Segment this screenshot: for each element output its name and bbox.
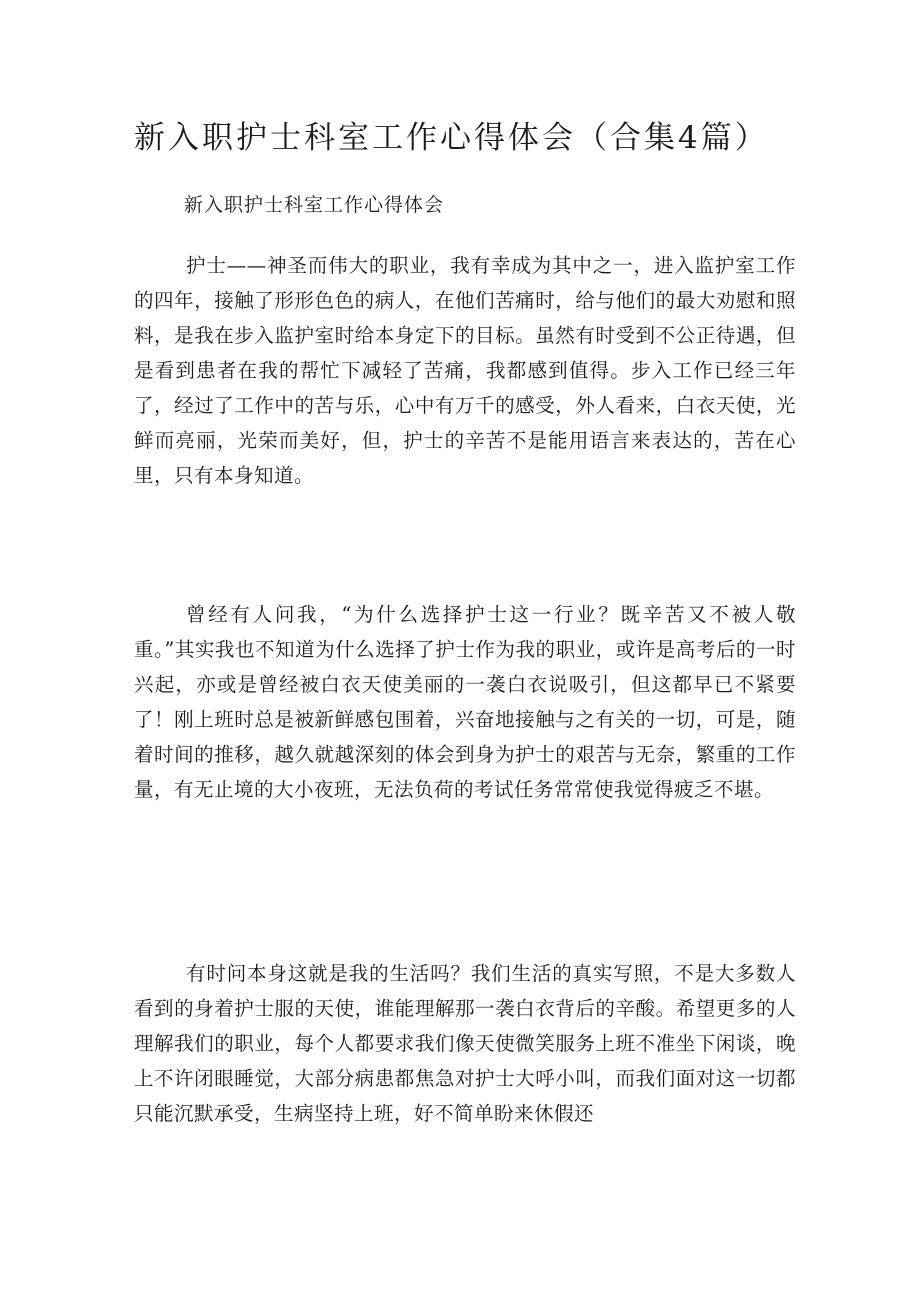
paragraph-2: 曾经有人问我，“为什么选择护士这一行业？既辛苦又不被人敬重。”其实我也不知道为什么选择了护士作为我的职业，或许是高考后的一时兴起，亦或是曾经被白衣天使美丽的一袭白衣说吸引，但这都早已不紧要了！刚上班时总是被新鲜感包围着，兴奋地接触与之有关的一切，可是，随着时间的推移，越久就越深刻的体会到身为护士的艰苦与无奈，繁重的工作量，有无止境的大小夜班，无法负荷的考试任务常常使我觉得疲乏不堪。: [134, 603, 796, 801]
paragraph-3: 有时问本身这就是我的生活吗？我们生活的真实写照，不是大多数人看到的身着护士服的天使，谁能理解那一袭白衣背后的辛酸。希望更多的人理解我们的职业，每个人都要求我们像天使微笑服务上班不准坐下闲谈，晚上不许闭眼睡觉，大部分病患都焦急对护士大呼小叫，而我们面对这一切都只能沉默承受，生病坚持上班，好不简单盼来休假还: [134, 962, 796, 1125]
paragraph-1: 护士——神圣而伟大的职业，我有幸成为其中之一，进入监护室工作的四年，接触了形形色色的病人，在他们苦痛时，给与他们的最大劝慰和照料，是我在步入监护室时给本身定下的目标。虽然有时受到不公正待遇，但是看到患者在我的帮忙下减轻了苦痛，我都感到值得。步入工作已经三年了，经过了工作中的苦与乐，心中有万千的感受，外人看来，白衣天使，光鲜而亮丽，光荣而美好，但，护士的辛苦不是能用语言来表达的，苦在心里，只有本身知道。: [134, 254, 796, 487]
document-subtitle: 新入职护士科室工作心得体会: [184, 194, 445, 216]
document-title: 新入职护士科室工作心得体会（合集4篇）: [134, 120, 769, 156]
